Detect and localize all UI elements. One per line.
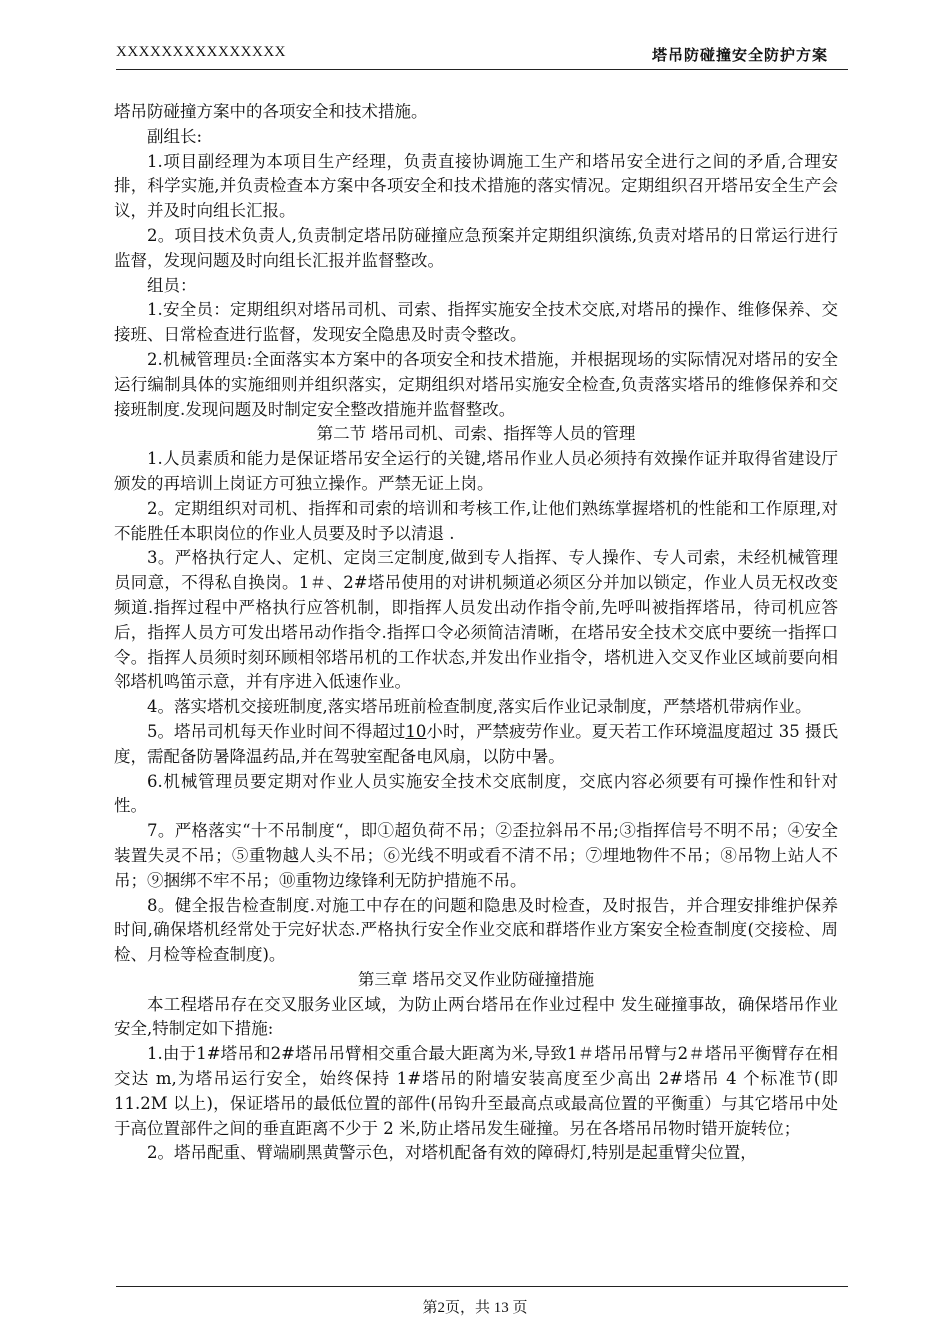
header-divider [116, 69, 848, 70]
chapter-heading-3: 第三章 塔吊交叉作业防碰撞措施 [357, 969, 595, 989]
document-body [114, 100, 838, 1166]
section-heading-2: 第二节 塔吊司机、司索、指挥等人员的管理 [316, 424, 636, 444]
heading-members: 组员： [147, 275, 197, 295]
paragraph-staff-7: 7。严格落实“十不吊制度“，即①超负荷不吊；②歪拉斜吊不吊;③指挥信号不明不吊；④安全装置失灵不吊；⑤重物越人头不吊；⑥光线不明或看不清不吊；⑦埋地物件不吊；⑧吊物上站人不吊；⑨捆绑不牢不吊；⑩重物边缘锋利无防护措施不吊。 [114, 821, 838, 890]
paragraph-deputy-1: 1.项目副经理为本项目生产经理，负责直接协调施工生产和塔吊安全进行之间的矛盾,合理安排，科学实施,并负责检查本方案中各项安全和技术措施的落实情况。定期组织召开塔吊安全生产会议，并及时向组长汇报。 [114, 151, 838, 221]
paragraph-staff-5 [114, 720, 838, 770]
page-number: 第2页，共 13 页 [422, 1300, 528, 1316]
staff-5-text-after: 小时，严禁疲劳作业。夏天若工作环境温度超过 35 摄氏度，需配备防暑降温药品,并在驾驶室配备电风扇，以防中暑。 [114, 721, 838, 766]
staff-5-hours: 10 [405, 721, 427, 741]
paragraph-chapter3-intro: 本工程塔吊存在交叉服务业区域，为防止两台塔吊在作业过程中 发生碰撞事故，确保塔吊作业安全,特制定如下措施: [114, 994, 838, 1039]
footer-divider [116, 1286, 848, 1287]
staff-5-text-before: 5。塔吊司机每天作业时间不得超过 [147, 721, 406, 741]
paragraph-measure-2: 2。塔吊配重、臂端刷黑黄警示色，对塔机配备有效的障碍灯,特别是起重臂尖位置， [147, 1143, 757, 1163]
paragraph-measure-1: 1.由于1#塔吊和2#塔吊吊臂相交重合最大距离为米,导致1＃塔吊吊臂与2＃塔吊平衡臂存在相交达 m,为塔吊运行安全，始终保持 1#塔吊的附墙安装高度至少高出 2#塔吊 4 个标准节(即 11.2M 以上)，保证塔吊的最低位置的部件(吊钩升至最高点或最高位置的平衡重）与其它塔吊中处于高位置部件之间的垂直距离不少于 2 米,防止塔吊发生碰撞。另在各塔吊吊物时错开旋转位； [114, 1044, 838, 1138]
paragraph-member-1: 1.安全员：定期组织对塔吊司机、司索、指挥实施安全技术交底,对塔吊的操作、维修保养、交接班、日常检查进行监督，发现安全隐患及时责令整改。 [114, 300, 838, 345]
paragraph-continuation: 塔吊防碰撞方案中的各项安全和技术措施。 [114, 102, 428, 121]
paragraph-staff-2: 2。定期组织对司机、指挥和司索的培训和考核工作,让他们熟练掌握塔机的性能和工作原理,对不能胜任本职岗位的作业人员要及时予以清退 . [114, 498, 838, 543]
paragraph-staff-1: 1.人员素质和能力是保证塔吊安全运行的关键,塔吊作业人员必须持有效操作证并取得省建设厅颁发的再培训上岗证方可独立操作。严禁无证上岗。 [114, 449, 838, 493]
paragraph-deputy-2: 2。项目技术负责人,负责制定塔吊防碰撞应急预案并定期组织演练,负责对塔吊的日常运行进行监督，发现问题及时向组长汇报并监督整改。 [114, 225, 838, 270]
heading-deputy-leader: 副组长: [147, 126, 203, 146]
header-doc-title: 塔吊防碰撞安全防护方案 [651, 46, 828, 64]
paragraph-staff-4: 4。落实塔机交接班制度,落实塔吊班前检查制度,落实后作业记录制度，严禁塔机带病作业。 [147, 697, 812, 717]
paragraph-member-2: 2.机械管理员:全面落实本方案中的各项安全和技术措施，并根据现场的实际情况对塔吊的安全运行编制具体的实施细则并组织落实，定期组织对塔吊实施安全检查,负责落实塔吊的维修保养和交接班制度.发现问题及时制定安全整改措施并监督整改。 [114, 349, 838, 419]
paragraph-staff-6: 6.机械管理员要定期对作业人员实施安全技术交底制度，交底内容必须要有可操作性和针对性。 [114, 771, 838, 816]
header-doc-code: XXXXXXXXXXXXXXX [116, 44, 286, 60]
paragraph-staff-3: 3。严格执行定人、定机、定岗三定制度,做到专人指挥、专人操作、专人司索，未经机械管理员同意，不得私自换岗。1＃、2#塔吊使用的对讲机频道必须区分并加以锁定，作业人员无权改变频道.指挥过程中严格执行应答机制，即指挥人员发出动作指令前,先呼叫被指挥塔吊，待司机应答后，指挥人员方可发出塔吊动作指令.指挥口令必须简洁清晰，在塔吊安全技术交底中要统一指挥口令。指挥人员须时刻环顾相邻塔吊机的工作状态,并发出作业指令，塔机进入交叉作业区域前要向相邻塔机鸣笛示意，并有序进入低速作业。 [114, 548, 838, 692]
paragraph-staff-8: 8。健全报告检查制度.对施工中存在的问题和隐患及时检查，及时报告，并合理安排维护保养时间,确保塔机经常处于完好状态.严格执行安全作业交底和群塔作业方案安全检查制度(交接检、周检、月检等检查制度)。 [114, 895, 838, 965]
